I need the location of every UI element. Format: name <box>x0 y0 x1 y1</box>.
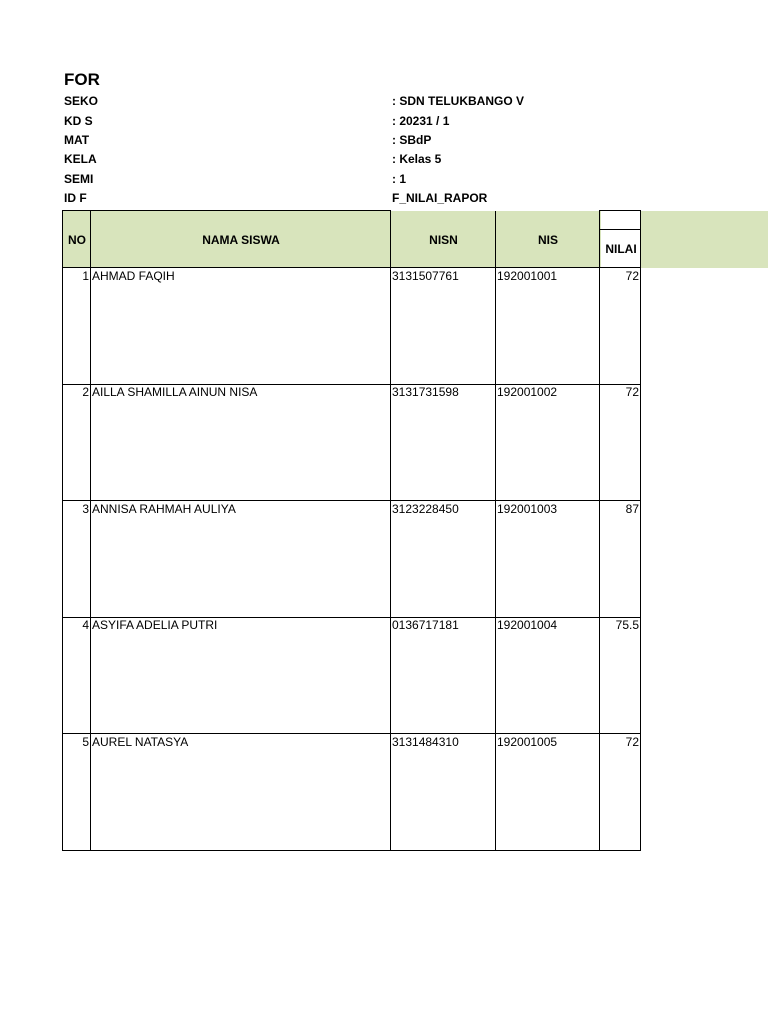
cell-nilai: 75.5 <box>615 618 639 632</box>
header-label: MAT <box>64 133 90 147</box>
header-value: : 20231 / 1 <box>392 114 450 128</box>
header-value: F_NILAI_RAPOR <box>392 191 488 205</box>
column-header-nisn: NISN <box>429 232 458 247</box>
column-header-nis: NIS <box>537 232 558 247</box>
header-label: SEKO <box>64 94 99 108</box>
cell-no: 1 <box>82 269 89 283</box>
cell-no: 2 <box>82 385 89 399</box>
cell-nisn: 3131731598 <box>392 385 459 399</box>
header-value: : Kelas 5 <box>392 152 442 166</box>
cell-nama: ASYIFA ADELIA PUTRI <box>92 618 218 632</box>
cell-nisn: 3131484310 <box>392 735 459 749</box>
table-header-background-overflow <box>641 211 768 268</box>
cell-nama: AUREL NATASYA <box>92 735 189 749</box>
form-title: FOR <box>64 70 100 89</box>
cell-nilai: 72 <box>625 735 639 749</box>
cell-nisn: 3123228450 <box>392 502 459 516</box>
cell-no: 5 <box>82 735 89 749</box>
cell-nama: AILLA SHAMILLA AINUN NISA <box>92 385 258 399</box>
header-label: SEMI <box>64 172 94 186</box>
cell-nisn: 0136717181 <box>392 618 459 632</box>
cell-nisn: 3131507761 <box>392 269 459 283</box>
header-label: ID F <box>64 191 87 205</box>
header-value: : SDN TELUKBANGO V <box>392 94 524 108</box>
header-value: : 1 <box>392 172 407 186</box>
cell-nilai: 72 <box>625 269 639 283</box>
column-header-no: NO <box>68 232 86 247</box>
cell-no: 4 <box>82 618 89 632</box>
cell-nis: 192001005 <box>497 735 558 749</box>
cell-nis: 192001001 <box>497 269 558 283</box>
cell-nis: 192001003 <box>497 502 558 516</box>
cell-nilai: 72 <box>625 385 639 399</box>
cell-nama: ANNISA RAHMAH AULIYA <box>92 502 236 516</box>
header-label: KELA <box>64 152 97 166</box>
cell-no: 3 <box>82 502 89 516</box>
header-label: KD S <box>64 114 93 128</box>
column-header-nama-siswa: NAMA SISWA <box>202 232 280 247</box>
column-header-nilai: NILAI <box>605 242 637 256</box>
cell-nama: AHMAD FAQIH <box>92 269 175 283</box>
cell-nis: 192001002 <box>497 385 558 399</box>
cell-nis: 192001004 <box>497 618 558 632</box>
cell-nilai: 87 <box>625 502 639 516</box>
header-value: : SBdP <box>392 133 432 147</box>
